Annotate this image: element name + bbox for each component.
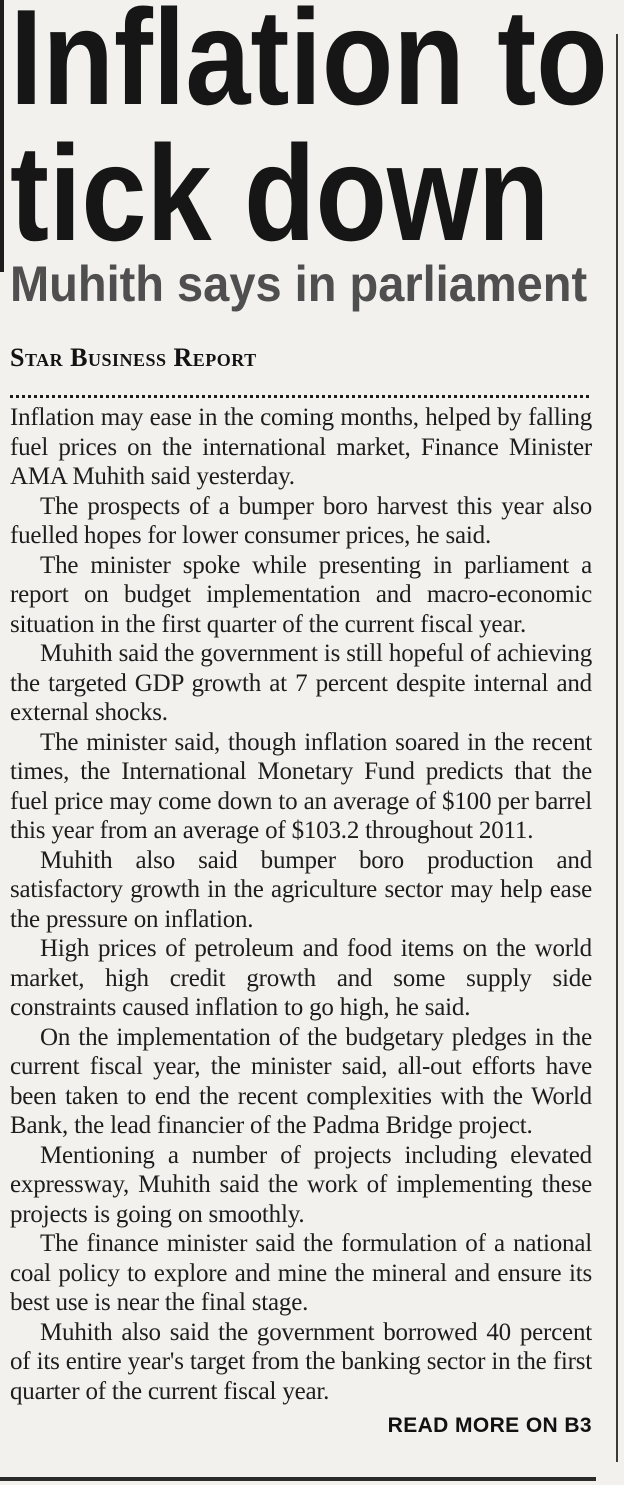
article-headline [10, 0, 608, 269]
article-byline: Star Business Report [10, 343, 257, 372]
article-subhead: Muhith says in parliament [10, 256, 588, 312]
article-paragraph: On the implementation of the budgetary pledges in the current fiscal year, the minister said, all-out efforts have been taken to end the recent complexities with the World Bank, the lead financier of the Padma Bridge project. [10, 1023, 592, 1139]
article-paragraph: The minister spoke while presenting in parliament a report on budget implementation and macro-economic situation in the first quarter of the current fiscal year. [10, 551, 592, 638]
left-scan-artifact [0, 0, 4, 272]
article-paragraph: Muhith also said bumper boro production and satisfactory growth in the agriculture sector may help ease the pressure on inflation. [10, 846, 592, 933]
article-paragraph: Mentioning a number of projects including elevated expressway, Muhith said the work of implementing these projects is going on smoothly. [10, 1141, 592, 1228]
article-paragraph: The prospects of a bumper boro harvest this year also fuelled hopes for lower consumer prices, he said. [10, 492, 592, 549]
article-paragraph: Muhith said the government is still hopeful of achieving the targeted GDP growth at 7 percent despite internal and external shocks. [10, 640, 592, 726]
article-paragraph: Muhith also said the government borrowed 40 percent of its entire year's target from the banking sector in the first quarter of the current fiscal year. [10, 1318, 592, 1405]
article-paragraph: The finance minister said the formulation of a national coal policy to explore and mine the mineral and ensure its best use is near the final stage. [10, 1230, 592, 1316]
article-paragraph: Inflation may ease in the coming months, helped by falling fuel prices on the international market, Finance Minister AMA Muhith said yesterday. [10, 404, 592, 490]
read-more-pointer: READ MORE ON B3 [387, 1414, 592, 1437]
headline-line-1: Inflation to [10, 0, 608, 133]
article-paragraph: High prices of petroleum and food items on the world market, high credit growth and some supply side constraints caused inflation to go high, he said. [10, 935, 592, 1021]
article-paragraph: The minister said, though inflation soared in the recent times, the International Monetary Fund predicts that the fuel price may come down to an average of $100 per barrel this year from an average of $103.2 throughout 2011. [10, 728, 592, 844]
article-body [10, 403, 592, 1406]
column-divider-rule [616, 34, 618, 1462]
dotted-separator [10, 395, 592, 398]
bottom-rule [0, 1477, 596, 1481]
headline-line-2: tick down [10, 117, 550, 269]
